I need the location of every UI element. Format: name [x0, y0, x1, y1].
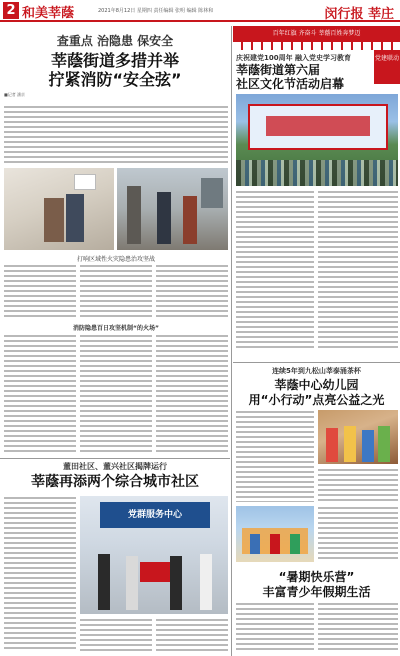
page-number: 2	[3, 2, 19, 19]
banner-red: 百年红旗 齐奋斗 莘蔭百姓奔梦迈	[233, 26, 400, 42]
article-2-kicker: 董田社区、董兴社区揭牌运行	[63, 462, 167, 471]
article-body-col-4	[4, 334, 76, 454]
photo-inspection-ceiling	[4, 168, 114, 250]
article-4-kicker: 连续5年到九松山莘泰涌茶杯	[272, 367, 361, 375]
article-headline: 莘蔭街道多措并举	[50, 51, 179, 70]
article-headline-2: 拧紧消防“安全弦”	[48, 70, 182, 89]
article-2-body-col-1	[4, 496, 76, 651]
photo-caption-2: 消防隐患百日攻坚机制“的火场”	[73, 325, 159, 332]
article-4-body-col-2	[318, 468, 398, 502]
article-byline: ■记者 潘京	[4, 92, 26, 97]
article-4-body-col-3	[318, 506, 398, 562]
photo-community-unveiling: 党群服务中心	[80, 496, 228, 614]
article-3-body-col-1	[236, 190, 314, 350]
header-info: 2021年8月12日 星期四 责任编辑 张明 编辑 陈林和	[98, 8, 214, 14]
article-5-headline: “暑期快乐营”	[278, 570, 355, 584]
photo-kindergarten-children	[318, 410, 398, 464]
article-fire-safety	[0, 26, 230, 101]
page-header	[0, 0, 400, 22]
article-5-body-col-2	[318, 602, 398, 652]
column-divider	[231, 26, 232, 656]
section-title: 和美莘蔭	[22, 6, 75, 21]
article-2-body-col-3	[156, 618, 228, 652]
article-4-body-col-1	[236, 410, 314, 502]
article-2-headline: 莘蔭再添两个综合城市社区	[31, 474, 199, 490]
article-body-col-2	[80, 264, 152, 320]
photo-caption-1: 打响区域性火灾隐患治攻坚战	[76, 256, 155, 263]
article-body-col-5	[80, 334, 152, 454]
article-3-headline-2: 社区文化节活动启幕	[236, 77, 345, 91]
article-body-col-3	[156, 264, 228, 320]
divider-right	[233, 362, 400, 363]
masthead: 闵行报 莘庄	[324, 7, 394, 22]
divider	[0, 458, 230, 459]
tag-party: 党建联动	[374, 50, 400, 84]
photo-inspection-building	[117, 168, 228, 250]
article-3-headline: 莘蔭街道第六届	[236, 63, 321, 77]
article-body-col-1	[4, 264, 76, 320]
article-4-headline: 莘蔭中心幼儿园	[274, 378, 359, 392]
article-3-body-col-2	[318, 190, 398, 350]
photo-culture-festival	[236, 94, 398, 186]
article-5-headline-2: 丰富青少年假期生活	[262, 585, 371, 599]
article-3-kicker: 庆祝建党100周年 融入党史学习教育	[236, 54, 352, 62]
decorative-border	[233, 42, 400, 50]
article-4-headline-2: 用“小行动”点亮公益之光	[248, 393, 385, 407]
article-2-body-col-2	[80, 618, 152, 652]
article-body-text	[4, 105, 228, 163]
article-kicker: 查重点 治隐患 保安全	[56, 34, 174, 48]
article-5-body-col-1	[236, 602, 314, 652]
article-body-col-6	[156, 334, 228, 454]
photo-summer-camp	[236, 506, 314, 562]
